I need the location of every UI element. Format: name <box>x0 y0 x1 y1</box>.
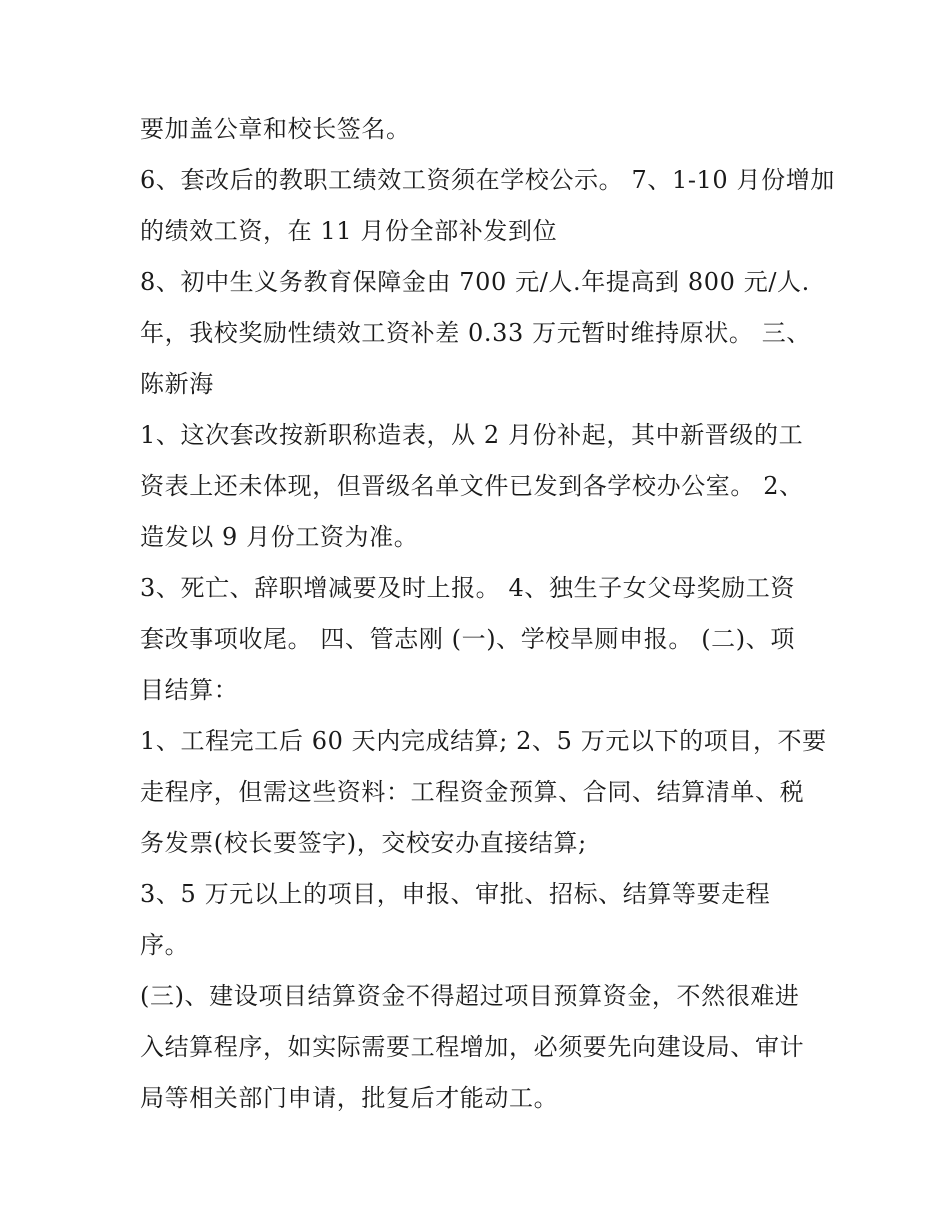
text-line: 的绩效工资，在 11 月份全部补发到位 <box>140 217 558 245</box>
document-body <box>140 104 835 1124</box>
text-line: 资表上还未体现，但晋级名单文件已发到各学校办公室。 2、 <box>140 472 804 500</box>
text-line: 陈新海 <box>140 370 214 398</box>
text-line: 务发票(校长要签字)，交校安办直接结算; <box>140 829 587 857</box>
text-line: 入结算程序，如实际需要工程增加，必须要先向建设局、审计 <box>140 1033 805 1061</box>
text-line: 1、这次套改按新职称造表，从 2 月份补起，其中新晋级的工 <box>140 421 804 449</box>
text-line: 造发以 9 月份工资为准。 <box>140 523 419 551</box>
text-line: 目结算： <box>140 676 239 704</box>
text-line: 要加盖公章和校长签名。 <box>140 115 411 143</box>
text-line: 1、工程完工后 60 天内完成结算; 2、5 万元以下的项目，不要 <box>140 727 827 755</box>
text-line: 套改事项收尾。 四、管志刚 (一)、学校旱厕申报。 (二)、项 <box>140 625 795 653</box>
text-line: (三)、建设项目结算资金不得超过项目预算资金，不然很难进 <box>140 982 800 1010</box>
text-line: 局等相关部门申请，批复后才能动工。 <box>140 1084 559 1112</box>
text-line: 3、5 万元以上的项目，申报、审批、招标、结算等要走程 <box>140 880 771 908</box>
text-line: 3、死亡、辞职增减要及时上报。 4、独生子女父母奖励工资 <box>140 574 795 602</box>
text-line: 8、初中生义务教育保障金由 700 元/人.年提高到 800 元/人. <box>140 268 810 296</box>
text-line: 走程序，但需这些资料：工程资金预算、合同、结算清单、税 <box>140 778 805 806</box>
text-line: 序。 <box>140 931 190 959</box>
text-line: 年，我校奖励性绩效工资补差 0.33 万元暂时维持原状。 三、 <box>140 319 811 347</box>
text-line: 6、套改后的教职工绩效工资须在学校公示。 7、1-10 月份增加 <box>140 166 835 194</box>
